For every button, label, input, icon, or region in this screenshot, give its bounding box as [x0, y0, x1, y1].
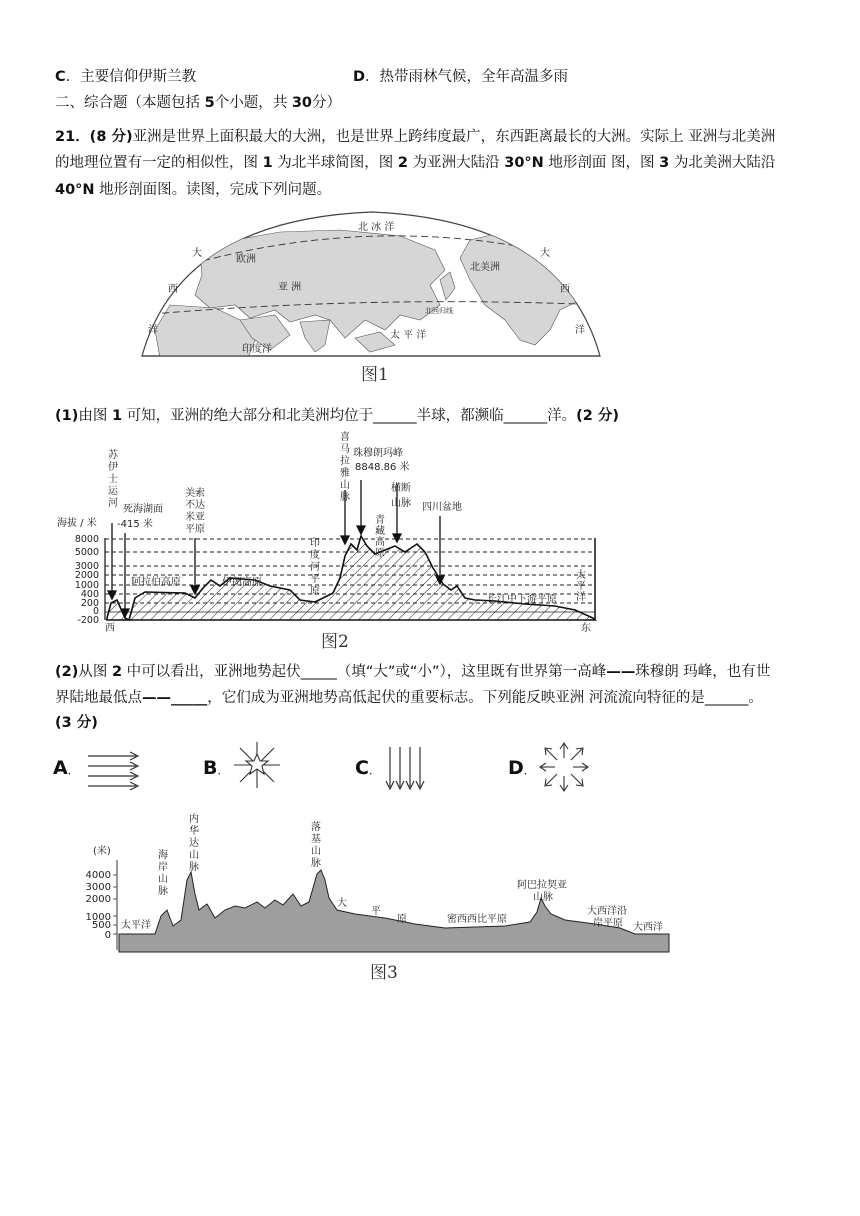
svg-text:山: 山: [311, 846, 321, 857]
svg-text:海: 海: [158, 850, 168, 861]
dead-sea-label: 死海湖面: [123, 504, 163, 515]
option-d-text: ．热带雨林气候，全年高温多雨: [365, 69, 569, 85]
svg-text:阿拉伯高原: 阿拉伯高原: [131, 577, 181, 588]
fig3-pacific-label: 太平洋: [121, 920, 151, 931]
atlantic-right-2: 西: [560, 284, 570, 295]
dead-sea-value: -415 米: [117, 519, 153, 530]
svg-text:运: 运: [108, 486, 118, 497]
sub-question-2-score: (3 分): [55, 715, 98, 731]
choice-d[interactable]: D．: [508, 757, 535, 779]
north-america-label: 北美洲: [470, 262, 500, 273]
svg-text:脉: 脉: [311, 858, 321, 869]
svg-text:400: 400: [80, 589, 99, 600]
everest-label: 珠穆朗玛峰: [353, 448, 403, 459]
option-d-label: D: [353, 69, 366, 85]
svg-text:4000: 4000: [85, 870, 111, 881]
svg-text:喜: 喜: [340, 432, 350, 443]
figure-1-caption: 图1: [361, 365, 389, 385]
svg-text:0: 0: [104, 930, 111, 941]
svg-text:2000: 2000: [74, 570, 99, 581]
svg-text:原: 原: [310, 586, 320, 597]
svg-text:山: 山: [189, 850, 199, 861]
svg-text:平: 平: [371, 906, 381, 917]
radiating-arrows-icon: [537, 740, 591, 794]
svg-text:青: 青: [375, 515, 385, 526]
svg-text:伊朗高原: 伊朗高原: [222, 577, 262, 588]
svg-text:华: 华: [189, 826, 199, 837]
svg-text:山: 山: [158, 874, 168, 885]
question-number: 21: [55, 129, 76, 145]
option-c-text: ．主要信仰伊斯兰教: [65, 69, 197, 85]
svg-text:岸: 岸: [158, 862, 168, 873]
parallel-right-arrows-icon: [86, 750, 142, 794]
answer-blank-ocean[interactable]: ______: [503, 408, 548, 424]
svg-text:0: 0: [92, 606, 99, 617]
arctic-ocean-label: 北 冰 洋: [358, 222, 395, 233]
sub-question-2-line1: (2)从图 2 中可以看出，亚洲地势起伏_____（填“大”或“小”），这里既有世界第一高峰——珠穆朗 玛峰，也有世: [55, 664, 771, 680]
tropic-label: 北回归线: [425, 307, 453, 315]
svg-text:达: 达: [189, 838, 199, 849]
question-21-line3: 40°N 地形剖面图。读图，完成下列问题。: [55, 182, 332, 198]
choice-a[interactable]: A．: [53, 757, 79, 779]
question-21-line2: 的地理位置有一定的相似性，图 1 为北半球简图，图 2 为亚洲大陆沿 30°N 地形剖面 图，图 3 为北美洲大陆沿: [55, 155, 776, 171]
svg-text:脉: 脉: [340, 492, 350, 503]
figure-1-map: [140, 210, 602, 358]
svg-text:山脉: 山脉: [391, 498, 411, 509]
svg-text:阿巴拉契亚: 阿巴拉契亚: [517, 880, 567, 891]
answer-blank-river-direction[interactable]: ______: [704, 690, 749, 706]
svg-text:士: 士: [108, 474, 118, 485]
svg-text:3000: 3000: [85, 882, 111, 893]
svg-text:平: 平: [310, 574, 320, 585]
figure-3-caption: 图3: [370, 963, 398, 983]
svg-text:脉: 脉: [158, 886, 168, 897]
svg-text:高: 高: [375, 537, 385, 548]
svg-text:脉: 脉: [189, 862, 199, 873]
atlantic-left-1: 大: [192, 248, 202, 259]
east-label: 东: [581, 623, 591, 633]
svg-text:基: 基: [311, 834, 321, 845]
svg-text:1000: 1000: [74, 580, 99, 591]
svg-text:落: 落: [311, 822, 321, 833]
pacific-ocean-label: 太 平 洋: [390, 330, 427, 341]
svg-text:雅: 雅: [340, 468, 350, 479]
svg-text:平: 平: [576, 581, 586, 592]
svg-text:印: 印: [310, 538, 320, 549]
answer-blank-hemisphere[interactable]: ______: [373, 408, 417, 424]
sichuan-basin-label: 四川盆地: [422, 502, 462, 513]
previous-options-row: [55, 67, 569, 87]
sub-question-2-line2: 界陆地最低点——_____，它们成为亚洲地势高低起伏的重要标志。下列能反映亚洲 河流流向特征的是______。: [55, 690, 763, 706]
svg-text:马: 马: [340, 444, 350, 455]
svg-text:藏: 藏: [375, 526, 385, 537]
svg-text:河: 河: [310, 562, 320, 573]
fig3-unit: (米): [93, 846, 111, 857]
svg-text:长江中下游平原: 长江中下游平原: [487, 594, 557, 605]
svg-text:200: 200: [80, 598, 99, 609]
svg-text:伊: 伊: [108, 462, 118, 473]
svg-text:米亚: 米亚: [185, 512, 205, 523]
svg-text:横断: 横断: [391, 483, 411, 494]
atlantic-right-1: 大: [540, 248, 550, 259]
option-c-label: C: [55, 69, 66, 85]
svg-text:度: 度: [310, 550, 320, 561]
y-axis-label: 海拔 / 米: [57, 518, 97, 529]
choice-c[interactable]: C．: [355, 757, 380, 779]
svg-text:原: 原: [375, 548, 385, 559]
figure-2-caption: 图2: [321, 632, 349, 652]
asia-label: 亚 洲: [278, 282, 302, 293]
answer-blank-relief[interactable]: _____: [300, 664, 337, 680]
svg-text:山: 山: [340, 480, 350, 491]
figure-2-profile: [55, 428, 610, 633]
atlantic-left-2: 西: [168, 284, 178, 295]
svg-text:山脉: 山脉: [533, 892, 553, 903]
question-21-line1: 21．(8 分)亚洲是世界上面积最大的大洲，也是世界上跨纬度最广，东西距离最长的大洲。实际上 亚洲与北美洲: [55, 129, 776, 145]
atlantic-right-3: 洋: [575, 325, 585, 336]
svg-text:原: 原: [397, 914, 407, 925]
svg-text:5000: 5000: [74, 547, 99, 558]
svg-text:大西洋沿: 大西洋沿: [587, 906, 627, 917]
indian-ocean-label: 印度洋: [242, 344, 272, 355]
answer-blank-lowest-point[interactable]: _____: [171, 690, 208, 706]
svg-text:岸平原: 岸平原: [593, 918, 623, 929]
parallel-down-arrows-icon: [384, 745, 428, 793]
atlantic-left-3: 洋: [148, 325, 158, 336]
svg-text:平原: 平原: [185, 524, 205, 535]
europe-label: 欧洲: [236, 254, 256, 265]
figure-3-profile: [85, 810, 675, 958]
svg-text:大: 大: [337, 898, 347, 909]
svg-text:不达: 不达: [185, 500, 205, 511]
svg-text:2000: 2000: [85, 894, 111, 905]
everest-value: 8848.86 米: [355, 462, 410, 473]
svg-text:1000: 1000: [85, 912, 111, 923]
svg-text:-200: -200: [77, 615, 99, 626]
converging-arrows-icon: [232, 740, 282, 790]
svg-text:密西西比平原: 密西西比平原: [447, 914, 507, 925]
svg-text:洋: 洋: [576, 592, 586, 603]
west-label: 西: [105, 623, 115, 633]
svg-text:苏: 苏: [108, 450, 118, 461]
svg-text:太: 太: [576, 570, 586, 581]
svg-text:8000: 8000: [74, 534, 99, 545]
svg-text:内: 内: [189, 814, 199, 825]
svg-text:500: 500: [91, 920, 111, 931]
svg-text:拉: 拉: [340, 456, 350, 467]
svg-text:大西洋: 大西洋: [633, 922, 663, 933]
sub-question-1: (1)由图 1 可知，亚洲的绝大部分和北美洲均位于______半球，都濒临______洋。(2 分): [55, 408, 620, 424]
svg-text:河: 河: [108, 498, 118, 509]
choice-b[interactable]: B．: [203, 757, 229, 779]
svg-text:3000: 3000: [74, 561, 99, 572]
section-heading: 二、综合题（本题包括 5个小题，共 30分）: [55, 95, 341, 111]
svg-text:美索: 美索: [185, 488, 205, 499]
